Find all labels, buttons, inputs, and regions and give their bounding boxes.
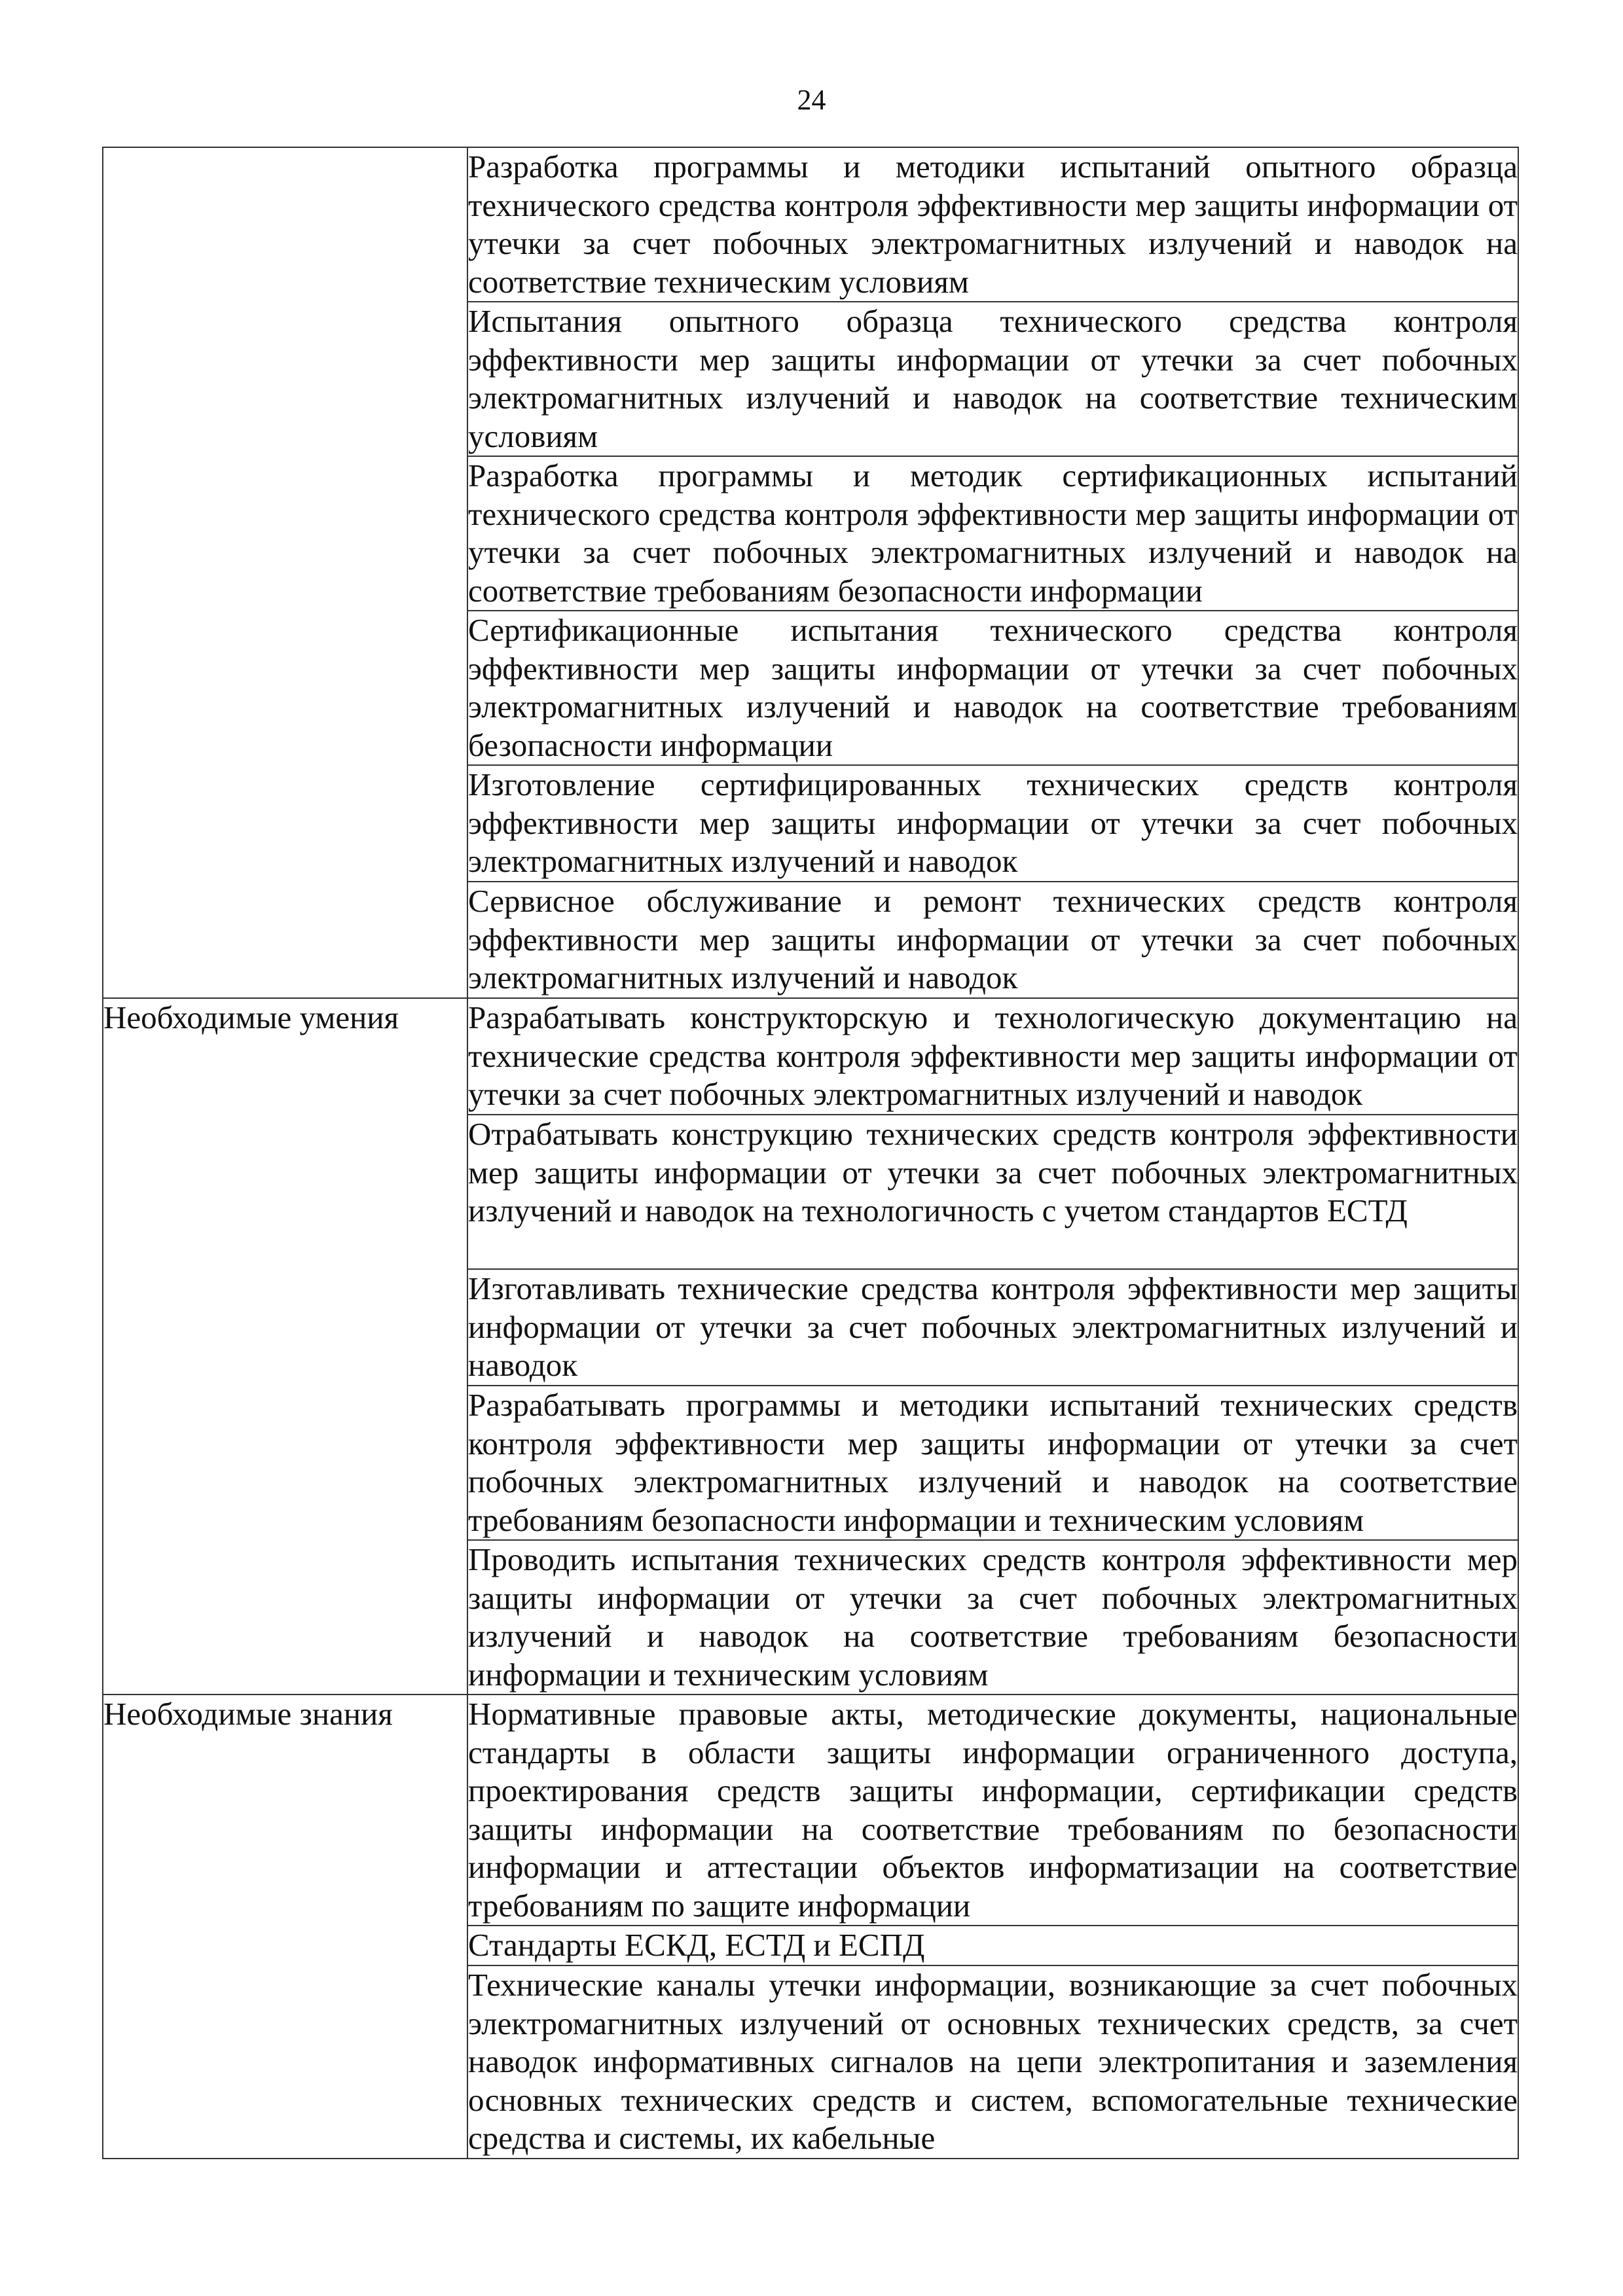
table-cell-text: Технические каналы утечки информации, возникающие за счет побочных электромагнитных излучений от основных технических средств, за счет наводок информативных сигналов на цепи электропитания и заземления основных технических средств и систем, вспомогательные технические средства и системы, их кабельные bbox=[467, 1965, 1518, 2159]
table-cell-text: Испытания опытного образца технического средства контроля эффективности мер защиты информации от утечки за счет побочных электромагнитных излучений и наводок на соответствие техническим условиям bbox=[467, 302, 1518, 456]
table-cell-text: Изготавливать технические средства контроля эффективности мер защиты информации от утечки за счет побочных электромагнитных излучений и наводок bbox=[467, 1269, 1518, 1386]
table-cell-text: Стандарты ЕСКД, ЕСТД и ЕСПД bbox=[467, 1926, 1518, 1965]
table-cell-text: Разрабатывать конструкторскую и технологическую документацию на технические средства контроля эффективности мер защиты информации от утечки за счет побочных электромагнитных излучений и наводок bbox=[467, 998, 1518, 1115]
section-label-skills: Необходимые умения bbox=[103, 998, 467, 1695]
page-number: 24 bbox=[797, 84, 826, 116]
section-label-knowledge: Необходимые знания bbox=[103, 1695, 467, 2159]
table-cell-text: Проводить испытания технических средств контроля эффективности мер защиты информации от утечки за счет побочных электромагнитных излучений и наводок на соответствие требованиям безопасности информации и техническим условиям bbox=[467, 1540, 1518, 1695]
table-cell-text: Нормативные правовые акты, методические документы, национальные стандарты в области защиты информации ограниченного доступа, проектирования средств защиты информации, сертификации средств защиты информации на соответствие требованиям по безопасности информации и аттестации объектов информатизации на соответствие требованиям по защите информации bbox=[467, 1695, 1518, 1926]
table-row bbox=[103, 998, 1518, 1115]
table-cell-text: Изготовление сертифицированных технических средств контроля эффективности мер защиты информации от утечки за счет побочных электромагнитных излучений и наводок bbox=[467, 765, 1518, 882]
table-cell-text: Сервисное обслуживание и ремонт технических средств контроля эффективности мер защиты информации от утечки за счет побочных электромагнитных излучений и наводок bbox=[467, 882, 1518, 998]
competency-table bbox=[102, 147, 1519, 2159]
table-cell-text: Разрабатывать программы и методики испытаний технических средств контроля эффективности мер защиты информации от утечки за счет побочных электромагнитных излучений и наводок на соответствие требованиям безопасности информации и техническим условиям bbox=[467, 1386, 1518, 1540]
table-cell-text: Сертификационные испытания технического средства контроля эффективности мер защиты информации от утечки за счет побочных электромагнитных излучений и наводок на соответствие требованиям безопасности информации bbox=[467, 611, 1518, 765]
table-row bbox=[103, 147, 1518, 302]
table-cell-text: Разработка программы и методик сертификационных испытаний технического средства контроля эффективности мер защиты информации от утечки за счет побочных электромагнитных излучений и наводок на соответствие требованиям безопасности информации bbox=[467, 456, 1518, 611]
table-row bbox=[103, 1695, 1518, 1926]
table-cell-text: Разработка программы и методики испытаний опытного образца технического средства контроля эффективности мер защиты информации от утечки за счет побочных электромагнитных излучений и наводок на соответствие техническим условиям bbox=[467, 147, 1518, 302]
section-label-empty bbox=[103, 147, 467, 998]
table-cell-text: Отрабатывать конструкцию технических средств контроля эффективности мер защиты информации от утечки за счет побочных электромагнитных излучений и наводок на технологичность с учетом стандартов ЕСТД bbox=[467, 1115, 1518, 1269]
